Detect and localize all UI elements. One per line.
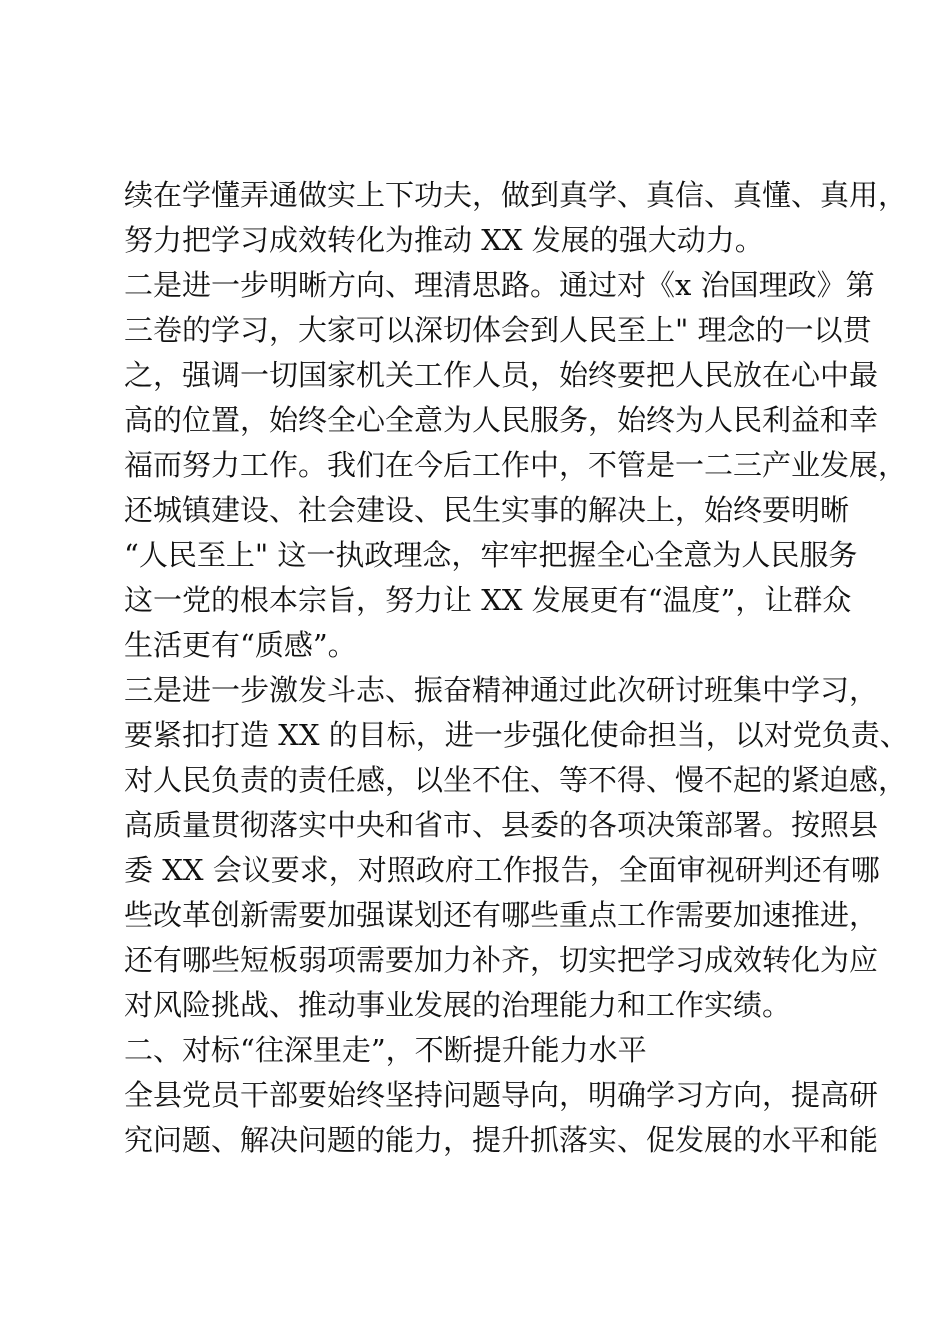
text-line: 二是进一步明晰方向、理清思路。通过对《x 治国理政》第 bbox=[124, 268, 875, 302]
text-line: 福而努力工作。我们在今后工作中，不管是一二三产业发展， bbox=[124, 448, 908, 482]
section-heading: 二、对标“往深里走”，不断提升能力水平 bbox=[124, 1033, 647, 1067]
text-line: “人民至上" 这一执政理念，牢牢把握全心全意为人民服务 bbox=[124, 538, 858, 572]
text-line: 委 XX 会议要求，对照政府工作报告，全面审视研判还有哪 bbox=[124, 853, 880, 887]
text-line: 还有哪些短板弱项需要加力补齐，切实把学习成效转化为应 bbox=[124, 943, 879, 977]
text-line: 些改革创新需要加强谋划还有哪些重点工作需要加速推进， bbox=[124, 898, 879, 932]
text-line: 究问题、解决问题的能力，提升抓落实、促发展的水平和能 bbox=[124, 1123, 879, 1157]
text-line: 三是进一步激发斗志、振奋精神通过此次研讨班集中学习， bbox=[124, 673, 879, 707]
text-line: 对风险挑战、推动事业发展的治理能力和工作实绩。 bbox=[124, 988, 792, 1022]
text-line: 要紧扣打造 XX 的目标，进一步强化使命担当，以对党负责、 bbox=[124, 718, 909, 752]
text-line: 之，强调一切国家机关工作人员，始终要把人民放在心中最 bbox=[124, 358, 879, 392]
text-line: 努力把学习成效转化为推动 XX 发展的强大动力。 bbox=[124, 223, 764, 257]
text-line: 三卷的学习，大家可以深切体会到人民至上" 理念的一以贯 bbox=[124, 313, 872, 347]
text-line: 这一党的根本宗旨，努力让 XX 发展更有“温度”，让群众 bbox=[124, 583, 852, 617]
text-line: 高质量贯彻落实中央和省市、县委的各项决策部署。按照县 bbox=[124, 808, 879, 842]
text-line: 生活更有“质感”。 bbox=[124, 628, 357, 662]
text-line: 全县党员干部要始终坚持问题导向，明确学习方向，提高研 bbox=[124, 1078, 879, 1112]
body-text bbox=[124, 173, 909, 1163]
text-line: 高的位置，始终全心全意为人民服务，始终为人民利益和幸 bbox=[124, 403, 879, 437]
text-line: 续在学懂弄通做实上下功夫，做到真学、真信、真懂、真用， bbox=[124, 178, 908, 212]
text-line: 还城镇建设、社会建设、民生实事的解决上，始终要明晰 bbox=[124, 493, 850, 527]
text-line: 对人民负责的责任感，以坐不住、等不得、慢不起的紧迫感， bbox=[124, 763, 908, 797]
